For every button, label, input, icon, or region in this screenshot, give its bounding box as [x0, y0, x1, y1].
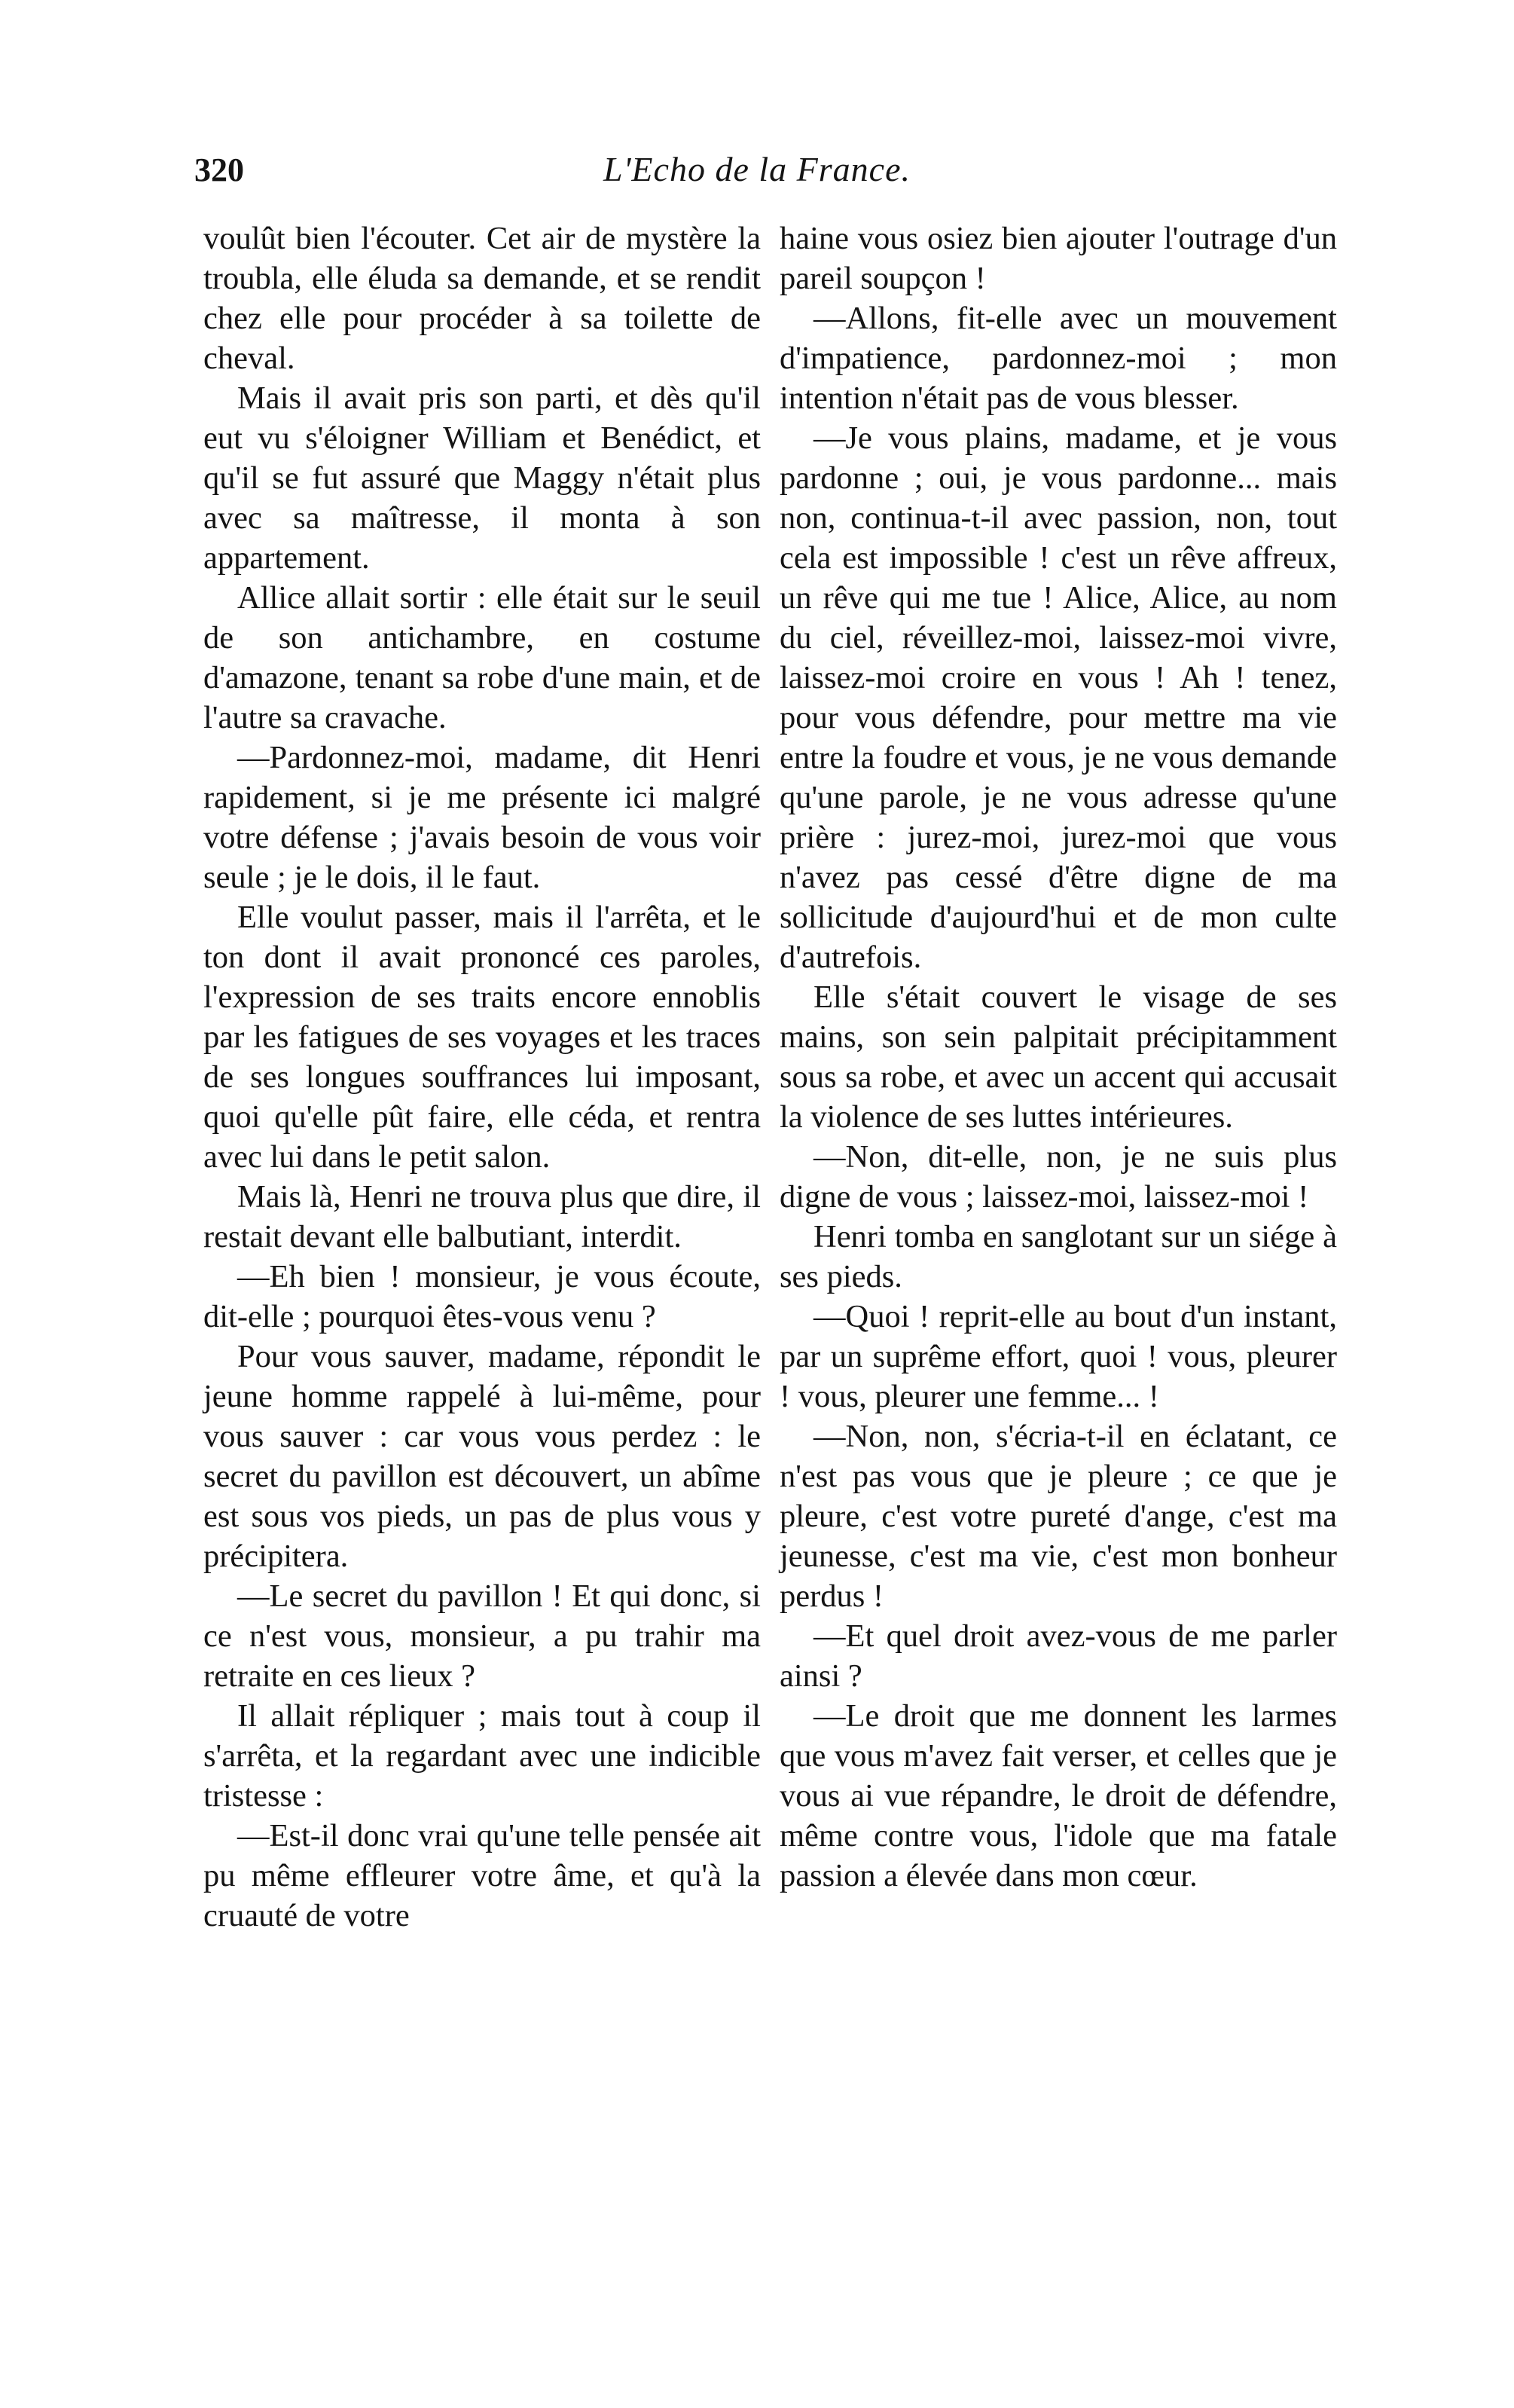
paragraph: Il allait répliquer ; mais tout à coup il s'arrêta, et la regardant avec une indicible tristesse :: [203, 1698, 761, 1814]
page-number: 320: [194, 151, 244, 188]
paragraph: —Est-il donc vrai qu'une telle pensée ait pu même effleurer votre âme, et qu'à la cruauté de votre: [203, 1818, 761, 1933]
paragraph: Elle voulut passer, mais il l'arrêta, et le ton dont il avait prononcé ces paroles, l'expression de ses traits encore ennoblis par les fatigues de ses voyages et les traces de ses longues souffrances lui imposant, quoi qu'elle pût faire, elle céda, et rentra avec lui dans le petit salon.: [203, 900, 761, 1175]
paragraph: Allice allait sortir : elle était sur le seuil de son antichambre, en costume d'amazone, tenant sa robe d'une main, et de l'autre sa cravache.: [203, 580, 761, 735]
paragraph: —Et quel droit avez-vous de me parler ainsi ?: [780, 1618, 1337, 1694]
left-column: [203, 218, 761, 1936]
paragraph: Mais il avait pris son parti, et dès qu'il eut vu s'éloigner William et Benédict, et qu'il se fut assuré que Maggy n'était plus avec sa maîtresse, il monta à son appartement.: [203, 380, 761, 576]
right-column: [780, 218, 1337, 1896]
paragraph: —Non, dit-elle, non, je ne suis plus digne de vous ; laissez-moi, laissez-moi !: [780, 1139, 1337, 1215]
paragraph: Pour vous sauver, madame, répondit le jeune homme rappelé à lui-même, pour vous sauver : car vous vous perdez : le secret du pavillon est découvert, un abîme est sous vos pieds, un pas de plus vous y précipitera.: [203, 1339, 761, 1574]
paragraph: —Pardonnez-moi, madame, dit Henri rapidement, si je me présente ici malgré votre défense ; j'avais besoin de vous voir seule ; je le dois, il le faut.: [203, 740, 761, 895]
running-head: L'Echo de la France.: [603, 150, 911, 188]
paragraph: Elle s'était couvert le visage de ses mains, son sein palpitait précipitamment sous sa robe, et avec un accent qui accusait la violence de ses luttes intérieures.: [780, 979, 1337, 1135]
paragraph: Henri tomba en sanglotant sur un siége à ses pieds.: [780, 1219, 1337, 1294]
paragraph: —Le droit que me donnent les larmes que vous m'avez fait verser, et celles que je vous ai vue répandre, le droit de défendre, même contre vous, l'idole que ma fatale passion a élevée dans mon cœur.: [780, 1698, 1337, 1893]
paragraph: —Allons, fit-elle avec un mouvement d'impatience, pardonnez-moi ; mon intention n'était pas de vous blesser.: [780, 301, 1337, 416]
paragraph: voulût bien l'écouter. Cet air de mystère la troubla, elle éluda sa demande, et se rendit chez elle pour procéder à sa toilette de cheval.: [203, 221, 761, 376]
paragraph: —Non, non, s'écria-t-il en éclatant, ce n'est pas vous que je pleure ; ce que je pleure, c'est votre pureté d'ange, c'est ma jeunesse, c'est ma vie, c'est mon bonheur perdus !: [780, 1419, 1337, 1614]
paragraph: —Le secret du pavillon ! Et qui donc, si ce n'est vous, monsieur, a pu trahir ma retraite en ces lieux ?: [203, 1578, 761, 1694]
paragraph: Mais là, Henri ne trouva plus que dire, il restait devant elle balbutiant, interdit.: [203, 1179, 761, 1254]
paragraph: —Quoi ! reprit-elle au bout d'un instant, par un suprême effort, quoi ! vous, pleurer ! vous, pleurer une femme... !: [780, 1299, 1337, 1414]
paragraph: —Je vous plains, madame, et je vous pardonne ; oui, je vous pardonne... mais non, continua-t-il avec passion, non, tout cela est impossible ! c'est un rêve affreux, un rêve qui me tue ! Alice, Alice, au nom du ciel, réveillez-moi, laissez-moi vivre, laissez-moi croire en vous ! Ah ! tenez, pour vous défendre, pour mettre ma vie entre la foudre et vous, je ne vous demande qu'une parole, je ne vous adresse qu'une prière : jurez-moi, jurez-moi que vous n'avez pas cessé d'être digne de ma sollicitude d'aujourd'hui et de mon culte d'autrefois.: [780, 420, 1337, 975]
paragraph: —Eh bien ! monsieur, je vous écoute, dit-elle ; pourquoi êtes-vous venu ?: [203, 1259, 761, 1334]
paragraph: haine vous osiez bien ajouter l'outrage d'un pareil soupçon !: [780, 221, 1337, 296]
